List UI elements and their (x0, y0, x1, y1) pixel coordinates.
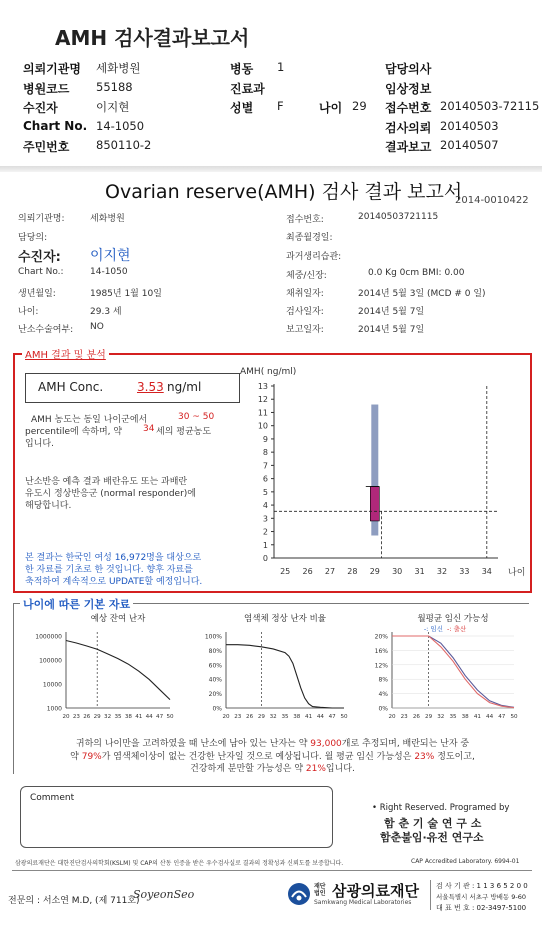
y-tick-label: 80% (208, 647, 222, 655)
report-title: Ovarian reserve(AMH) 검사 결과 보고서 (105, 181, 463, 203)
header-label: 의뢰기관명 (23, 62, 81, 76)
summary-pregnancy-rate: 23% (414, 751, 435, 762)
amh-desc-line: AMH 농도는 동일 나이군에서 (31, 415, 148, 425)
footer-info-divider (430, 880, 431, 910)
x-axis-label: 나이 (508, 568, 526, 578)
x-tick-label: 23 (400, 714, 408, 720)
info-value: 세화병원 (90, 214, 125, 224)
info-label: 생년월일: (18, 289, 56, 299)
header-value: 55188 (96, 80, 133, 94)
summary-birth-rate: 21% (305, 764, 326, 774)
y-tick-label: 20% (374, 633, 388, 641)
x-tick-label: 47 (328, 714, 336, 720)
x-tick-label: 32 (436, 567, 448, 576)
header-label: 임상정보 (385, 82, 432, 96)
series-line (392, 636, 514, 708)
summary-text: 약 (70, 751, 79, 762)
header-value: 이지현 (96, 100, 130, 114)
amh-percentile: 30 ~ 50 (178, 412, 215, 422)
info-label: 과거생리습관: (286, 252, 342, 262)
header-value: 14-1050 (96, 119, 145, 133)
y-tick-label: 7 (262, 461, 268, 471)
patient-name: 이지현 (90, 248, 131, 264)
comment-box (20, 786, 333, 848)
x-tick-label: 20 (222, 714, 230, 720)
info-value: NO (90, 322, 104, 332)
x-tick-label: 26 (83, 714, 91, 720)
x-tick-label: 44 (145, 714, 153, 720)
y-tick-label: 16% (374, 647, 388, 655)
x-tick-label: 32 (437, 714, 445, 720)
info-value: 0.0 Kg 0cm BMI: 0.00 (368, 268, 465, 278)
certification-note: 삼광의료재단은 대한진단검사의학회(KSLM) 및 CAP의 산동 인증을 받은 우수검사실로 결과의 정확성과 신뢰도를 보증합니다. (15, 860, 344, 867)
header-label: 병원코드 (23, 82, 70, 96)
header-info (0, 0, 542, 170)
amh-conc-unit: ng/ml (167, 380, 202, 394)
x-tick-label: 26 (246, 714, 254, 720)
amh-conc-box (25, 373, 240, 403)
y-tick-label: 6 (262, 474, 268, 484)
amh-desc-line: 입니다. (25, 439, 54, 449)
info-value: 29.3 세 (90, 307, 122, 317)
org-name: 삼광의료재단 (332, 882, 419, 900)
x-tick-label: 41 (305, 714, 313, 720)
info-label: Chart No.: (18, 267, 64, 277)
y-tick-label: 1 (262, 540, 268, 550)
series-line (392, 636, 514, 707)
x-tick-label: 38 (461, 714, 469, 720)
x-tick-label: 35 (114, 714, 122, 720)
info-label: 보고일자: (286, 325, 324, 335)
header-value: 20140507 (440, 138, 499, 152)
x-tick-label: 20 (62, 714, 70, 720)
copyright-institute: 함 춘 기 술 연 구 소 (384, 817, 482, 830)
y-tick-label: 0% (212, 705, 222, 713)
basic-summary (20, 738, 525, 776)
response-line: 난소반응 예측 결과 배란유도 또는 과배란 (25, 477, 188, 487)
x-tick-label: 33 (459, 567, 470, 576)
header-value: F (277, 99, 284, 113)
x-tick-label: 47 (156, 714, 164, 720)
info-label: 수진자: (18, 250, 61, 265)
x-tick-label: 29 (425, 714, 433, 720)
doctor-signature: SoyeonSeo (133, 888, 195, 901)
org-english-name: Samkwang Medical Laboratories (314, 899, 412, 906)
x-tick-label: 41 (135, 714, 143, 720)
header-label: 주민번호 (23, 140, 70, 154)
y-tick-label: 10000 (42, 681, 62, 689)
x-tick-label: 50 (510, 714, 518, 720)
y-tick-label: 10 (257, 421, 268, 431)
org-info-line: 서울특별시 서초구 방배동 9-60 (436, 893, 527, 901)
info-label: 난소수술여부: (18, 325, 74, 335)
y-tick-label: 0% (378, 705, 388, 713)
amh-conc-label: AMH Conc. (38, 380, 104, 394)
header-value: 세화병원 (96, 61, 141, 75)
x-tick-label: 29 (93, 714, 101, 720)
info-value: 1985년 1월 10일 (90, 289, 162, 299)
chart-normal-oocyte-ratio (192, 612, 352, 724)
y-tick-label: 8 (262, 448, 268, 458)
summary-text: 가 염색체이상이 없는 건강한 난자일 것으로 예상됩니다. 월 평균 임신 가능성은 (101, 751, 412, 762)
study-note-line: 축적하여 계속적으로 UPDATE할 예정입니다. (25, 577, 203, 587)
header-value: 1 (277, 60, 285, 74)
x-tick-label: 28 (347, 567, 358, 576)
info-value: 14-1050 (90, 267, 128, 277)
header-value: 29 (352, 99, 367, 113)
y-tick-label: 8% (378, 676, 388, 684)
x-tick-label: 38 (124, 714, 132, 720)
header-label: 접수번호 (385, 101, 432, 115)
summary-text: 개로 추정되며, 배란되는 난자 중 (341, 739, 470, 749)
y-tick-label: 4% (378, 691, 388, 699)
x-tick-label: 50 (340, 714, 348, 720)
iqr-box (370, 487, 379, 521)
summary-oocyte-count: 93,000 (310, 739, 342, 749)
y-tick-label: 20% (208, 691, 222, 699)
x-tick-label: 35 (281, 714, 289, 720)
x-tick-label: 47 (498, 714, 506, 720)
header-label: 결과보고 (385, 140, 432, 154)
info-label: 담당의: (18, 233, 48, 243)
x-tick-label: 32 (269, 714, 277, 720)
x-tick-label: 34 (481, 567, 492, 576)
x-tick-label: 50 (166, 714, 174, 720)
header-value: 20140503-72115 (440, 99, 540, 113)
info-label: 나이: (18, 307, 39, 317)
y-tick-label: 11 (257, 408, 268, 418)
summary-normal-ratio: 79% (81, 751, 102, 762)
chart-title: 예상 잔여 난자 (90, 614, 146, 624)
chart-title: 월평균 임신 가능성 (417, 614, 489, 624)
amh-section-heading: AMH 결과 및 분석 (22, 346, 109, 361)
info-value: 2014년 5월 7일 (358, 325, 425, 335)
copyright-line: • Right Reserved. Programed by (372, 803, 510, 813)
copyright-lab: 함춘불임·유전 연구소 (380, 831, 484, 844)
summary-text: 귀하의 나이만을 고려하였을 때 난소에 남아 있는 난자는 약 (75, 739, 308, 749)
header-label: 나이 (319, 101, 343, 115)
header-value: 850110-2 (96, 138, 152, 152)
x-tick-label: 30 (392, 567, 403, 576)
y-tick-label: 5 (262, 487, 268, 497)
y-tick-label: 12 (257, 395, 268, 405)
chart-remaining-oocytes (18, 612, 178, 724)
info-label: 검사일자: (286, 307, 324, 317)
chart-monthly-pregnancy (362, 612, 522, 724)
y-tick-label: 1000 (46, 705, 62, 713)
org-type: 재단법인 (314, 883, 326, 897)
x-tick-label: 25 (280, 567, 291, 576)
doctor-name: 전문의 : 서소연 M.D, (제 711호) (8, 896, 140, 906)
info-value: 20140503721115 (358, 212, 439, 222)
x-tick-label: 44 (486, 714, 494, 720)
study-note-line: 본 결과는 한국인 여성 16,972명을 대상으로 (25, 553, 202, 563)
summary-text: 건강하게 분만할 가능성은 약 (190, 764, 304, 774)
y-tick-label: 100000 (39, 657, 62, 665)
report-doc-number: 2014-0010422 (455, 195, 529, 206)
y-tick-label: 40% (208, 676, 222, 684)
y-tick-label: 13 (257, 382, 268, 391)
header-divider (0, 166, 542, 172)
y-tick-label: 12% (374, 662, 388, 670)
x-tick-label: 20 (388, 714, 396, 720)
amh-age-equivalent: 34 (143, 424, 155, 434)
info-label: 체중/신장: (286, 271, 327, 281)
x-tick-label: 32 (104, 714, 112, 720)
response-line: 유도시 정상반응군 (normal responder)에 (25, 489, 196, 499)
study-note-line: 한 자료를 기초로 한 것입니다. 향후 자료를 (25, 565, 193, 575)
x-tick-label: 35 (449, 714, 457, 720)
y-axis-label: AMH( ng/ml) (240, 367, 297, 377)
y-tick-label: 2 (262, 527, 268, 537)
amh-desc-line: percentile에 속하며, 약 (25, 427, 123, 437)
org-info-line: 검 사 기 관 : 1 1 3 6 5 2 0 0 (436, 882, 528, 890)
x-tick-label: 38 (293, 714, 301, 720)
response-line: 해당합니다. (25, 501, 72, 511)
header-label: 담당의사 (385, 62, 432, 76)
series-line (226, 645, 344, 708)
summary-text: 정도이고, (437, 751, 475, 762)
header-label: 병동 (230, 62, 254, 76)
x-tick-label: 23 (234, 714, 242, 720)
cap-accreditation: CAP Accredited Laboratory. 6994-01 (411, 858, 520, 865)
info-label: 의뢰기관명: (18, 214, 65, 224)
x-tick-label: 27 (324, 567, 336, 576)
org-info-line: 대 표 번 호 : 02-3497-5100 (436, 904, 527, 912)
y-tick-label: 0 (262, 554, 268, 563)
footer-divider (12, 870, 532, 871)
header-label: 검사의뢰 (385, 121, 432, 135)
header-label: Chart No. (23, 119, 88, 133)
info-value: 2014년 5월 3일 (MCD # 0 일) (358, 289, 486, 299)
legend-entry: -: 출산 (447, 625, 467, 633)
org-logo-icon (287, 882, 311, 906)
x-tick-label: 29 (369, 567, 380, 576)
comment-label: Comment (30, 793, 75, 803)
x-tick-label: 31 (414, 567, 425, 576)
y-tick-label: 9 (262, 434, 268, 444)
x-tick-label: 26 (302, 567, 313, 576)
x-tick-label: 44 (316, 714, 324, 720)
y-tick-label: 3 (262, 514, 268, 524)
summary-text: 입니다. (325, 764, 355, 774)
chart-title: 염색체 정상 난자 비율 (243, 614, 327, 624)
info-label: 접수번호: (286, 215, 324, 225)
y-tick-label: 1000000 (35, 633, 62, 641)
amh-desc-line: 세의 평균농도 (156, 427, 212, 437)
page-title: AMH 검사결과보고서 (55, 26, 250, 50)
amh-conc-value: 3.53 (137, 380, 164, 394)
info-value: 2014년 5월 7일 (358, 307, 425, 317)
header-label: 성별 (230, 101, 254, 115)
x-tick-label: 23 (72, 714, 80, 720)
header-value: 20140503 (440, 119, 499, 133)
x-tick-label: 26 (412, 714, 420, 720)
basic-section-heading: 나이에 따른 기본 자료 (20, 596, 133, 612)
header-label: 수진자 (23, 101, 58, 115)
y-tick-label: 4 (262, 501, 268, 511)
amh-chart (236, 362, 526, 584)
legend-entry: -: 임신 (423, 625, 443, 633)
header-label: 진료과 (230, 82, 265, 96)
y-tick-label: 60% (208, 662, 222, 670)
y-tick-label: 100% (204, 633, 222, 641)
x-tick-label: 41 (473, 714, 481, 720)
info-label: 최종월경일: (286, 233, 333, 243)
info-label: 채취일자: (286, 289, 324, 299)
series-line (66, 640, 170, 699)
x-tick-label: 29 (257, 714, 265, 720)
